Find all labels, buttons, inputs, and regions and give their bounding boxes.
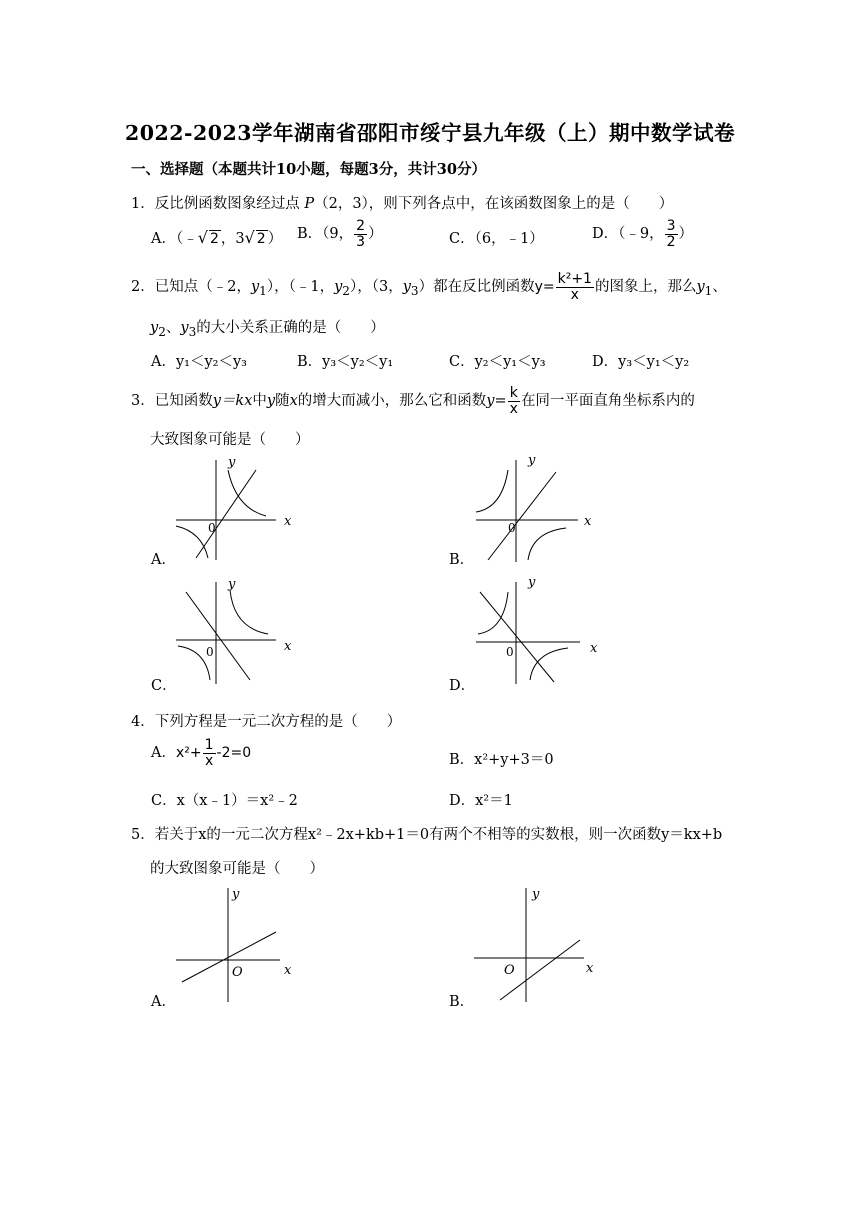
q3-option-d-label: D． xyxy=(449,678,476,694)
q3-option-b-label: B． xyxy=(449,552,475,568)
q1-option-c: C．（6，﹣1） xyxy=(449,231,544,247)
question-5-stem-line2: 的大致图象可能是（ ） xyxy=(150,861,324,877)
question-3-stem-line1: 3．已知函数y＝kx中y随x的增大而减小，那么它和函数y= $\frac{k}{x}$ 在同一平面直角坐标系内的 xyxy=(131,385,695,417)
q5-graph-a xyxy=(168,882,308,1007)
q2-option-d: D．y₃＜y₁＜y₂ xyxy=(592,354,690,370)
x-label: x xyxy=(284,514,292,529)
y-label: y xyxy=(228,577,236,592)
origin-label: O xyxy=(232,965,243,980)
question-5-stem-line1: 5．若关于x的一元二次方程x²﹣2x+kb+1＝0有两个不相等的实数根，则一次函数y＝kx+b xyxy=(131,827,723,843)
q3-graph-d xyxy=(468,572,608,687)
question-4-stem: 4．下列方程是一元二次方程的是（ ） xyxy=(131,714,402,730)
y-label: y xyxy=(228,455,236,470)
page-title: 2022-2023学年湖南省邵阳市绥宁县九年级（上）期中数学试卷 xyxy=(124,121,736,145)
line-graph xyxy=(196,470,256,558)
y-label: y xyxy=(528,453,536,468)
q3-graph-a xyxy=(168,450,298,565)
hyperbola-branch xyxy=(476,470,508,512)
origin-label: 0 xyxy=(206,645,214,659)
question-1-stem: 1．反比例函数图象经过点 P（2，3），则下列各点中，在该函数图象上的是（ ） xyxy=(131,196,674,212)
question-2-stem-line1: 2．已知点（﹣2，$y_1$），（﹣1，$y_2$），（3，$y_3$）都在反比例函数y= $\frac{\text{k²+1}}{x}$ 的图象上，那么$y_1$、 xyxy=(131,271,727,303)
q5-option-b-label: B． xyxy=(449,994,475,1010)
x-label: x xyxy=(586,961,594,976)
question-3-stem-line2: 大致图象可能是（ ） xyxy=(150,432,310,448)
q2-option-c: C．y₂＜y₁＜y₃ xyxy=(449,354,546,370)
y-label: y xyxy=(528,575,536,590)
q4-option-c: C．x（x﹣1）＝x²﹣2 xyxy=(151,793,298,809)
q3-option-c-label: C． xyxy=(151,678,177,694)
q4-option-d: D．x²＝1 xyxy=(449,793,513,809)
hyperbola-branch xyxy=(228,470,266,516)
q2-option-b: B．y₃＜y₂＜y₁ xyxy=(297,354,394,370)
section-heading: 一、选择题（本题共计10小题，每题3分，共计30分） xyxy=(131,161,486,178)
q1-option-a: A．（﹣√ 2 ，3√ 2 ） xyxy=(151,228,283,247)
q1-option-d: D．（﹣9， $\frac{3}{2}$ ） xyxy=(592,218,694,250)
q2-option-a: A．y₁＜y₂＜y₃ xyxy=(151,354,247,370)
line-graph xyxy=(186,592,250,680)
y-label: y xyxy=(232,887,240,902)
q5-graph-b xyxy=(468,882,608,1007)
x-label: x xyxy=(590,641,598,656)
line-graph xyxy=(488,472,556,560)
q3-option-a-label: A． xyxy=(151,552,176,568)
question-2-stem-line2: $y_2$、$y_3$的大小关系正确的是（ ） xyxy=(150,320,385,339)
q3-graph-c xyxy=(168,572,298,687)
hyperbola-branch xyxy=(176,526,208,558)
origin-label: 0 xyxy=(208,521,216,535)
hyperbola-branch xyxy=(230,590,268,634)
q4-option-b: B．x²+y+3＝0 xyxy=(449,752,554,768)
hyperbola-branch xyxy=(528,528,566,560)
q5-option-a-label: A． xyxy=(151,994,176,1010)
line-graph xyxy=(480,592,554,682)
x-label: x xyxy=(284,963,292,978)
origin-label: 0 xyxy=(508,521,516,535)
x-label: x xyxy=(584,514,592,529)
q3-graph-b xyxy=(468,450,598,565)
origin-label: 0 xyxy=(506,645,514,659)
y-label: y xyxy=(532,887,540,902)
origin-label: O xyxy=(504,963,515,978)
q4-option-a: A．x²+ $\frac{1}{x}$ -2=0 xyxy=(151,737,252,769)
hyperbola-branch xyxy=(478,592,508,634)
line-graph xyxy=(182,932,276,982)
q1-option-b: B．（9， $\frac{2}{3}$ ） xyxy=(297,218,383,250)
x-label: x xyxy=(284,639,292,654)
